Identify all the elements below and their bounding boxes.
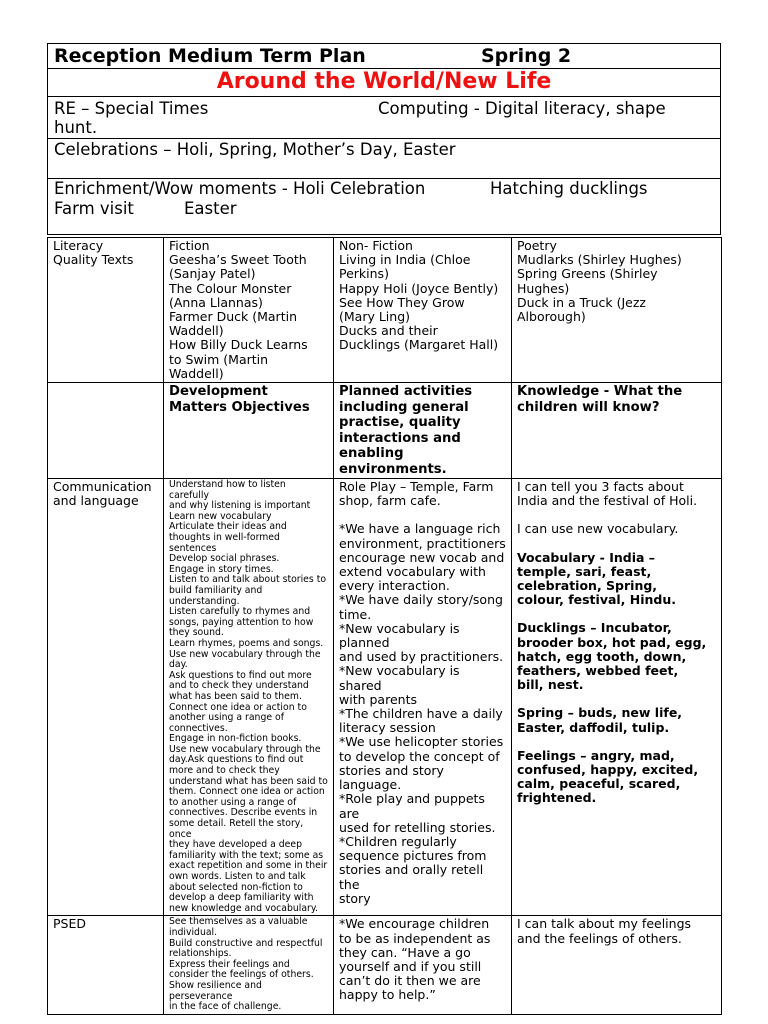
fiction-list bbox=[164, 238, 334, 383]
text-line: connectives. bbox=[169, 722, 228, 734]
communication-objectives bbox=[164, 479, 334, 916]
text-line: See themselves as a valuable bbox=[169, 916, 308, 928]
text-line: Listen to and talk about stories to bbox=[169, 574, 327, 586]
text-line: yourself and if you still bbox=[339, 958, 482, 974]
text-line: (Mary Ling) bbox=[339, 309, 411, 325]
quality-texts-label bbox=[48, 238, 164, 383]
text-line: Use new vocabulary through the bbox=[169, 743, 321, 755]
text-line bbox=[517, 508, 716, 522]
text-line: Knowledge - What the bbox=[517, 384, 683, 400]
computing-topic: Computing - Digital literacy, shape bbox=[378, 99, 666, 118]
text-line: extend vocabulary with bbox=[339, 564, 486, 580]
re-topic: RE – Special Times bbox=[54, 99, 209, 118]
text-line: day.Ask questions to find out bbox=[169, 754, 304, 766]
enrichment-label: Enrichment/Wow moments - Holi Celebration bbox=[54, 179, 426, 198]
text-line: to be as independent as bbox=[339, 930, 491, 946]
text-line: Express their feelings and bbox=[169, 958, 290, 970]
text-line: Poetry bbox=[517, 238, 557, 253]
text-line: environments. bbox=[339, 461, 447, 477]
celebrations-row: Celebrations – Holi, Spring, Mother’s Day, Easter bbox=[48, 139, 720, 179]
text-line: Waddell) bbox=[169, 365, 224, 381]
plan-term: Spring 2 bbox=[481, 45, 572, 67]
text-line: Engage in non-fiction books. bbox=[169, 733, 302, 745]
text-line: Hughes) bbox=[517, 280, 570, 296]
text-line: and the feelings of others. bbox=[517, 930, 682, 946]
psed-label: PSED bbox=[48, 916, 164, 1014]
text-line: Ducks and their bbox=[339, 323, 438, 339]
knowledge-header bbox=[512, 383, 722, 479]
text-line: confused, happy, excited, bbox=[517, 762, 699, 778]
plan-header-box bbox=[47, 43, 721, 235]
objectives-header bbox=[164, 383, 334, 479]
text-line: develop a deep familiarity with bbox=[169, 892, 314, 904]
text-line: I can use new vocabulary. bbox=[517, 521, 679, 537]
enrichment-hatching: Hatching ducklings bbox=[490, 179, 648, 198]
enrichment-row bbox=[48, 179, 720, 234]
text-line bbox=[517, 537, 716, 551]
text-line: with parents bbox=[339, 691, 417, 707]
text-line: songs, paying attention to how bbox=[169, 616, 314, 628]
text-line: bill, nest. bbox=[517, 677, 584, 693]
text-line: every interaction. bbox=[339, 578, 450, 594]
text-line: enabling bbox=[339, 446, 404, 462]
medium-term-plan bbox=[47, 43, 721, 1015]
text-line: calm, peaceful, scared, bbox=[517, 776, 681, 792]
text-line: more and to check they bbox=[169, 765, 280, 777]
text-line: *We use helicopter stories bbox=[339, 734, 504, 750]
text-line: they sound. bbox=[169, 627, 224, 639]
text-line: *The children have a daily bbox=[339, 706, 503, 722]
enrichment-easter: Easter bbox=[184, 199, 237, 218]
column-header-row bbox=[48, 383, 722, 479]
text-line: day. bbox=[169, 659, 188, 671]
text-line: interactions and bbox=[339, 430, 461, 446]
text-line: Non- Fiction bbox=[339, 238, 413, 253]
text-line: Build constructive and respectful bbox=[169, 937, 323, 949]
psed-knowledge bbox=[512, 916, 722, 1014]
text-line: to Swim (Martin bbox=[169, 351, 269, 367]
plan-table bbox=[47, 237, 722, 1015]
text-line: Duck in a Truck (Jezz bbox=[517, 294, 646, 310]
text-line: Quality Texts bbox=[53, 252, 134, 268]
text-line: I can tell you 3 facts about bbox=[517, 479, 684, 495]
text-line: *Role play and puppets are bbox=[339, 791, 485, 821]
knowledge-vocabulary bbox=[517, 551, 716, 806]
text-line: to develop the concept of bbox=[339, 748, 500, 764]
text-line bbox=[517, 692, 716, 706]
text-line: *We encourage children bbox=[339, 916, 490, 932]
text-line: own words. Listen to and talk bbox=[169, 871, 306, 882]
text-line: *Children regularly bbox=[339, 833, 457, 849]
text-line: (Sanjay Patel) bbox=[169, 266, 256, 282]
text-line: Show resilience and perseverance bbox=[169, 979, 262, 1002]
text-line: Develop social phrases. bbox=[169, 553, 280, 565]
text-line: Connect one idea or action to bbox=[169, 701, 307, 713]
text-line: they have developed a deep bbox=[169, 839, 302, 851]
text-line: Listen carefully to rhymes and bbox=[169, 606, 311, 618]
text-line: See How They Grow bbox=[339, 294, 465, 310]
text-line: frightened. bbox=[517, 790, 597, 806]
psed-objectives bbox=[164, 916, 334, 1014]
activities-header bbox=[334, 383, 512, 479]
text-line: individual. bbox=[169, 926, 218, 938]
enrichment-farm-visit: Farm visit bbox=[54, 199, 134, 218]
text-line: and used by practitioners. bbox=[339, 649, 504, 665]
text-line: build familiarity and bbox=[169, 584, 263, 596]
plan-title: Reception Medium Term Plan bbox=[54, 45, 366, 67]
knowledge-intro bbox=[517, 480, 716, 551]
text-line: Spring Greens (Shirley bbox=[517, 266, 658, 282]
text-line: understand what has been said to bbox=[169, 775, 328, 787]
text-line: connectives. Describe events in bbox=[169, 807, 318, 819]
text-line: and why listening is important bbox=[169, 500, 311, 512]
communication-row bbox=[48, 479, 722, 916]
text-line: Farmer Duck (Martin bbox=[169, 309, 297, 325]
text-line: Planned activities bbox=[339, 384, 473, 400]
text-line: including general bbox=[339, 399, 469, 415]
text-line: happy to help.” bbox=[339, 987, 436, 1003]
psed-row bbox=[48, 916, 722, 1014]
text-line: feathers, webbed feet, bbox=[517, 663, 679, 679]
text-line: India and the festival of Holi. bbox=[517, 493, 698, 509]
text-line: I can talk about my feelings bbox=[517, 916, 692, 932]
text-line: temple, sari, feast, bbox=[517, 563, 652, 579]
text-line: Ask questions to find out more bbox=[169, 669, 312, 681]
text-line: encourage new vocab and bbox=[339, 549, 505, 565]
poetry-list bbox=[512, 238, 722, 383]
text-line: in the face of challenge. bbox=[169, 1001, 282, 1013]
text-line: The Colour Monster bbox=[169, 280, 292, 296]
text-line: relationships. bbox=[169, 948, 232, 960]
re-computing-row bbox=[48, 97, 720, 139]
text-line bbox=[517, 735, 716, 749]
text-line: Spring – buds, new life, bbox=[517, 705, 683, 721]
text-line: Engage in story times. bbox=[169, 563, 274, 575]
text-line: Geesha’s Sweet Tooth bbox=[169, 252, 307, 268]
text-line: thoughts in well-formed bbox=[169, 532, 280, 543]
text-line: practise, quality bbox=[339, 415, 461, 431]
text-line: brooder box, hot pad, egg, bbox=[517, 634, 707, 650]
text-line: them. Connect one idea or action bbox=[169, 786, 325, 798]
text-line: Use new vocabulary through the bbox=[169, 648, 321, 660]
text-line: can’t do it then we are bbox=[339, 973, 481, 989]
text-line: Vocabulary - India – bbox=[517, 549, 656, 565]
text-line: new knowledge and vocabulary. bbox=[169, 902, 318, 914]
text-line: Role Play – Temple, Farm bbox=[339, 479, 494, 495]
text-line: familiarity with the text; some as bbox=[169, 849, 324, 861]
text-line: another using a range of bbox=[169, 712, 284, 724]
text-line: about selected non-fiction to bbox=[169, 881, 303, 893]
text-line: used for retelling stories. bbox=[339, 819, 496, 835]
text-line: understanding. bbox=[169, 595, 240, 607]
text-line: consider the feelings of others. bbox=[169, 969, 314, 981]
communication-knowledge bbox=[512, 479, 722, 916]
text-line: Easter, daffodil, tulip. bbox=[517, 719, 670, 735]
text-line: celebration, Spring, bbox=[517, 578, 658, 594]
text-line: some detail. Retell the story, once bbox=[169, 818, 304, 840]
text-line: *New vocabulary is shared bbox=[339, 663, 460, 693]
communication-activities bbox=[334, 479, 512, 916]
quality-texts-row bbox=[48, 238, 722, 383]
text-line: sequence pictures from bbox=[339, 848, 487, 864]
text-line: Learn new vocabulary bbox=[169, 510, 272, 522]
text-line: Alborough) bbox=[517, 309, 586, 325]
nonfiction-list bbox=[334, 238, 512, 383]
text-line: Ducklings (Margaret Hall) bbox=[339, 337, 499, 353]
computing-topic-cont: hunt. bbox=[54, 118, 98, 137]
text-line: Happy Holi (Joyce Bently) bbox=[339, 280, 499, 296]
text-line: stories and story language. bbox=[339, 762, 444, 793]
psed-activities bbox=[334, 916, 512, 1014]
text-line: story bbox=[339, 890, 371, 906]
text-line: Development bbox=[169, 384, 268, 400]
text-line: environment, practitioners bbox=[339, 535, 506, 551]
text-line: to another using a range of bbox=[169, 796, 297, 808]
text-line: *We have daily story/song bbox=[339, 592, 503, 608]
theme-title: Around the World/New Life bbox=[48, 69, 720, 97]
text-line: children will know? bbox=[517, 399, 660, 415]
text-line: Feelings – angry, mad, bbox=[517, 747, 675, 763]
text-line: time. bbox=[339, 606, 372, 622]
text-line: and to check they understand bbox=[169, 680, 309, 692]
text-line: Fiction bbox=[169, 238, 210, 253]
text-line: Articulate their ideas and bbox=[169, 521, 287, 533]
text-line: what has been said to them. bbox=[169, 690, 302, 702]
text-line: Waddell) bbox=[169, 323, 224, 339]
title-row bbox=[48, 44, 720, 69]
empty-header-cell bbox=[48, 383, 164, 479]
text-line: Learn rhymes, poems and songs. bbox=[169, 637, 324, 649]
text-line: How Billy Duck Learns bbox=[169, 337, 308, 353]
text-line: they can. “Have a go bbox=[339, 944, 471, 960]
text-line: Understand how to listen carefully bbox=[169, 479, 286, 501]
text-line bbox=[517, 607, 716, 621]
text-line: shop, farm cafe. bbox=[339, 493, 441, 509]
text-line bbox=[339, 508, 506, 522]
text-line: Literacy bbox=[53, 238, 104, 253]
text-line: and language bbox=[53, 493, 139, 509]
text-line: Perkins) bbox=[339, 266, 389, 282]
text-line: *New vocabulary is planned bbox=[339, 620, 460, 651]
text-line: literacy session bbox=[339, 720, 436, 736]
text-line: colour, festival, Hindu. bbox=[517, 592, 677, 608]
text-line: hatch, egg tooth, down, bbox=[517, 648, 687, 664]
text-line: Communication bbox=[53, 479, 152, 495]
text-line: stories and orally retell the bbox=[339, 862, 484, 892]
text-line: exact repetition and some in their bbox=[169, 860, 328, 872]
text-line: (Anna Llannas) bbox=[169, 294, 263, 310]
text-line: Matters Objectives bbox=[169, 399, 310, 415]
text-line: sentences bbox=[169, 542, 217, 554]
text-line: Living in India (Chloe bbox=[339, 252, 471, 268]
text-line: Ducklings – Incubator, bbox=[517, 620, 672, 636]
communication-label bbox=[48, 479, 164, 916]
text-line: *We have a language rich bbox=[339, 521, 501, 537]
text-line: Mudlarks (Shirley Hughes) bbox=[517, 252, 682, 268]
